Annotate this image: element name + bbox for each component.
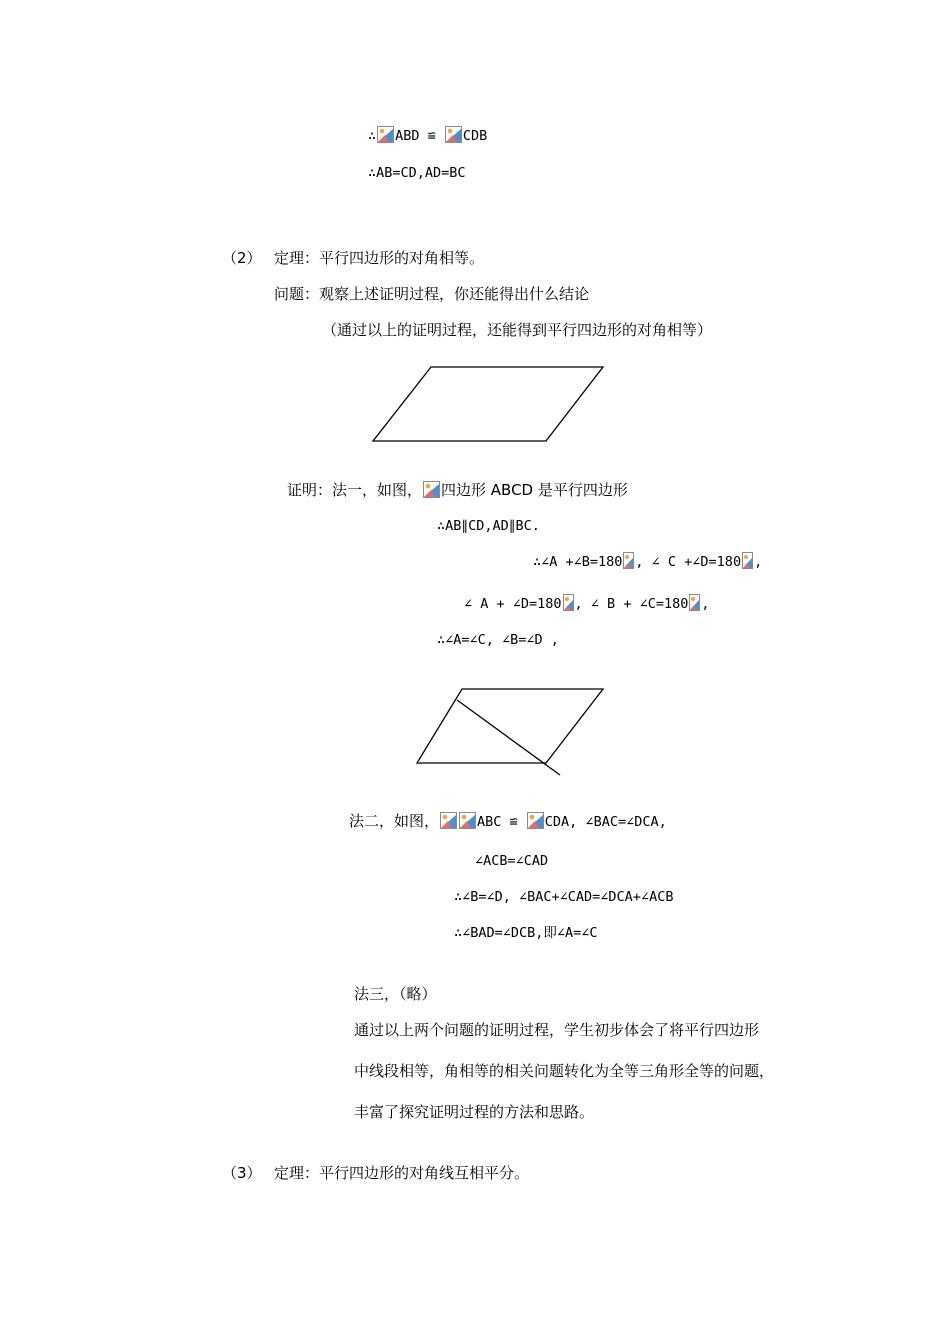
triangle-cdb-text: CDB: [462, 128, 488, 144]
alternate-angles-line: ∠ACB=∠CAD: [475, 853, 549, 869]
question-text: 问题：观察上述证明过程，你还能得出什么结论: [274, 285, 590, 303]
summary-line-3: 丰富了探究证明过程的方法和思路。: [354, 1103, 595, 1121]
angle-sum-line: ∴∠B=∠D, ∠BAC+∠CAD=∠DCA+∠ACB: [454, 889, 674, 905]
triangle-abd-text: ABD ≌: [395, 128, 444, 144]
parallel-sides-line: ∴AB∥CD,AD∥BC.: [437, 518, 540, 534]
note-text: （通过以上的证明过程，还能得到平行四边形的对角相等）: [322, 321, 713, 339]
section-2-theorem: 定理：平行四边形的对角相等。: [274, 249, 485, 267]
method-3-line: 法三，（略）: [354, 985, 437, 1003]
equal-angles-conclusion: ∴∠A=∠C, ∠B=∠D ,: [437, 632, 559, 648]
proof-method-1-label: 证明：法一，如图，: [287, 481, 423, 499]
proof-method-1-premise: 四边形 ABCD 是平行四边形: [441, 481, 628, 499]
therefore-symbol: ∴: [368, 128, 377, 144]
section-3-theorem: 定理：平行四边形的对角线互相平分。: [274, 1164, 530, 1182]
method-2-conclusion: ∴∠BAD=∠DCB,即∠A=∠C: [454, 925, 598, 941]
triangle-cda-text: CDA, ∠BAC=∠DCA,: [544, 814, 667, 830]
broken-image-icon: [440, 812, 457, 829]
method-2-label: 法二，如图，: [349, 812, 440, 830]
section-3-number: （3）: [222, 1164, 262, 1182]
broken-image-icon: [459, 812, 476, 829]
angle-sum-ab: ∴∠A +∠B=180: [533, 554, 623, 570]
triangle-abc-text: ABC ≌: [477, 814, 526, 830]
diagonal-line: [457, 700, 560, 775]
comma: ,: [754, 554, 763, 570]
summary-line-1: 通过以上两个问题的证明过程，学生初步体会了将平行四边形: [354, 1021, 760, 1039]
angle-sum-bc: , ∠ B + ∠C=180: [574, 596, 689, 612]
comma: ,: [701, 596, 710, 612]
conclusion-line-1: ∴AB=CD,AD=BC: [368, 165, 466, 181]
summary-line-2: 中线段相等，角相等的相关问题转化为全等三角形全等的问题，: [354, 1062, 775, 1080]
parallelogram-shape-2: [417, 689, 603, 763]
broken-image-icon: [527, 812, 544, 829]
section-2-number: （2）: [222, 249, 262, 267]
angle-sum-cd: , ∠ C +∠D=180: [635, 554, 742, 570]
method-2-line: [349, 812, 667, 831]
angle-sum-ad: ∠ A + ∠D=180: [464, 596, 562, 612]
